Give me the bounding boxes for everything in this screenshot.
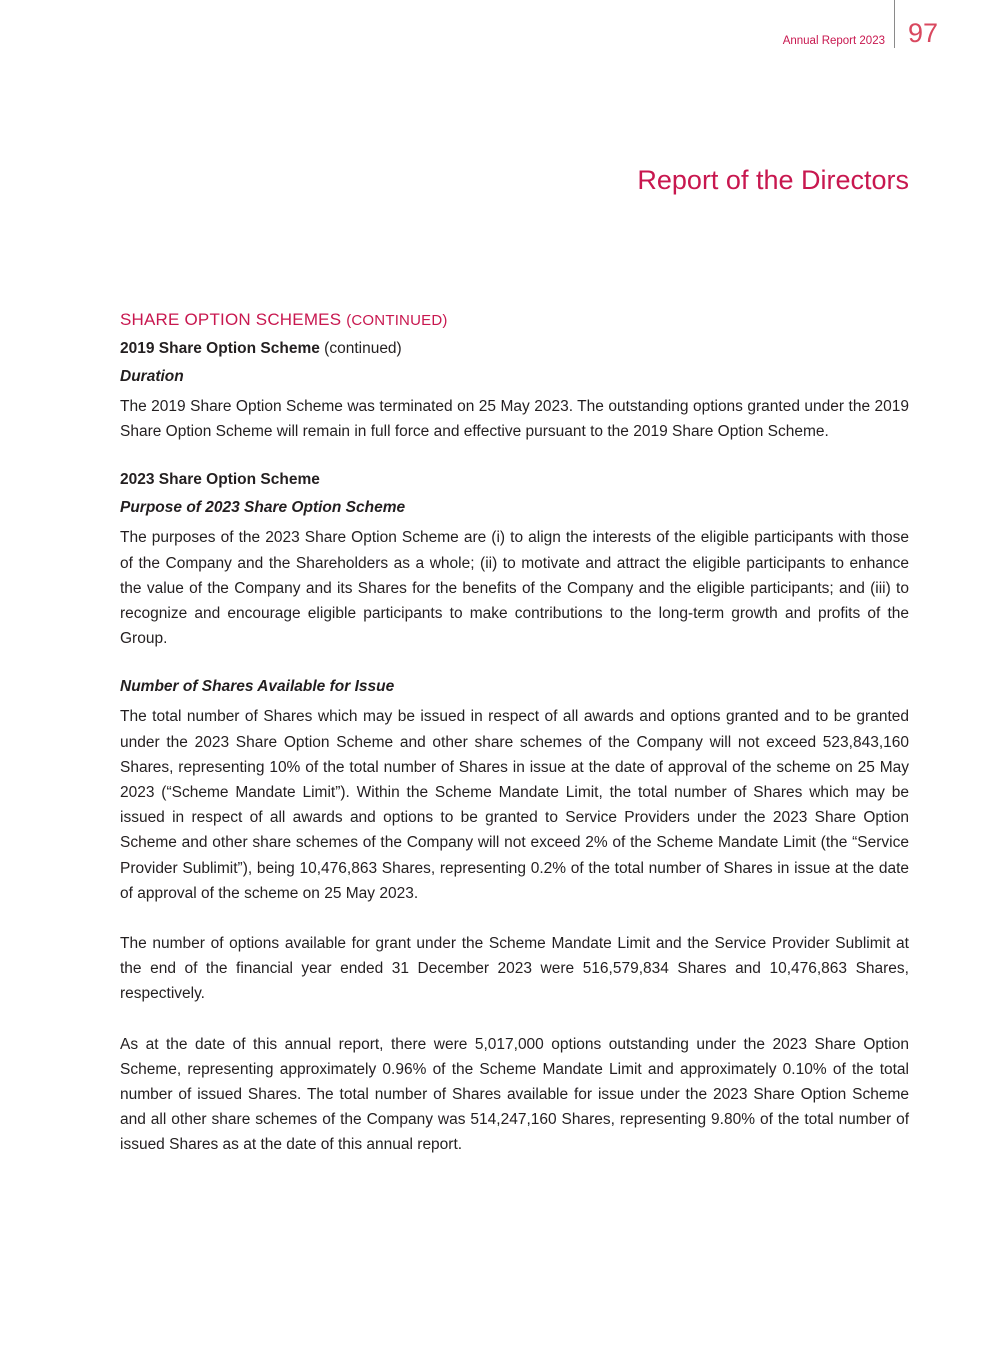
shares-paragraph-1: The total number of Shares which may be issued in respect of all awards and options granted and to be granted under the 2023 Share Option Scheme and other share schemes of the Company will not exceed 523,843,160 Shares, representing 10% of the total number of Shares in issue at the date of approval of the scheme on 25 May 2023 (“Scheme Mandate Limit”). Within the Scheme Mandate Limit, the total number of Shares which may be issued in respect of all awards and options to be granted to Service Providers under the 2023 Share Option Scheme and other share schemes of the Company will not exceed 2% of the Scheme Mandate Limit (the “Service Provider Sublimit”), being 10,476,863 Shares, representing 0.2% of the total number of Shares in issue at the date of approval of the scheme on 25 May 2023. — [120, 708, 909, 902]
page-title: Report of the Directors — [637, 165, 909, 195]
shares-paragraph-3: As at the date of this annual report, there were 5,017,000 options outstanding under the 2023 Share Option Scheme, representing approximately 0.96% of the Scheme Mandate Limit and approximately 0.10% of the total number of issued Shares. The total number of Shares available for issue under the 2023 Share Option Scheme and all other share schemes of the Company was 514,247,160 Shares, representing 9.80% of the total number of issued Shares as at the date of this annual report. — [120, 1035, 909, 1154]
purpose-heading: Purpose of 2023 Share Option Scheme — [120, 499, 406, 517]
shares-paragraph-2: The number of options available for grant under the Scheme Mandate Limit and the Service Provider Sublimit at the end of the financial year ended 31 December 2023 were 516,579,834 Shares and 10,476,863 Shares, respectively. — [120, 935, 909, 1003]
section-title — [120, 310, 909, 330]
scheme-2019-heading-text: 2019 Share Option Scheme — [120, 340, 320, 357]
scheme-2019-heading — [120, 338, 909, 359]
section-title-suffix: (CONTINUED) — [346, 312, 448, 329]
header-divider — [894, 0, 895, 48]
duration-paragraph: The 2019 Share Option Scheme was terminated on 25 May 2023. The outstanding options granted under the 2019 Share Option Scheme will remain in full force and effective pursuant to the 2019 Share Option Scheme. — [120, 398, 909, 441]
page-number: 97 — [908, 18, 939, 48]
duration-heading: Duration — [120, 368, 184, 385]
scheme-2019-heading-suffix: (continued) — [324, 340, 402, 357]
scheme-2023-heading: 2023 Share Option Scheme — [120, 471, 320, 489]
main-content — [120, 310, 909, 1158]
shares-available-heading: Number of Shares Available for Issue — [120, 678, 395, 696]
annual-report-label: Annual Report 2023 — [782, 35, 885, 47]
section-title-text: SHARE OPTION SCHEMES — [120, 310, 342, 329]
purpose-paragraph: The purposes of the 2023 Share Option Scheme are (i) to align the interests of the eligible participants with those of the Company and the Shareholders as a whole; (ii) to motivate and attract the eligible participants to enhance the value of the Company and its Shares for the benefits of the Company and the eligible participants; and (iii) to recognize and encourage eligible participants to make contributions to the long-term growth and profits of the Group. — [120, 529, 909, 648]
